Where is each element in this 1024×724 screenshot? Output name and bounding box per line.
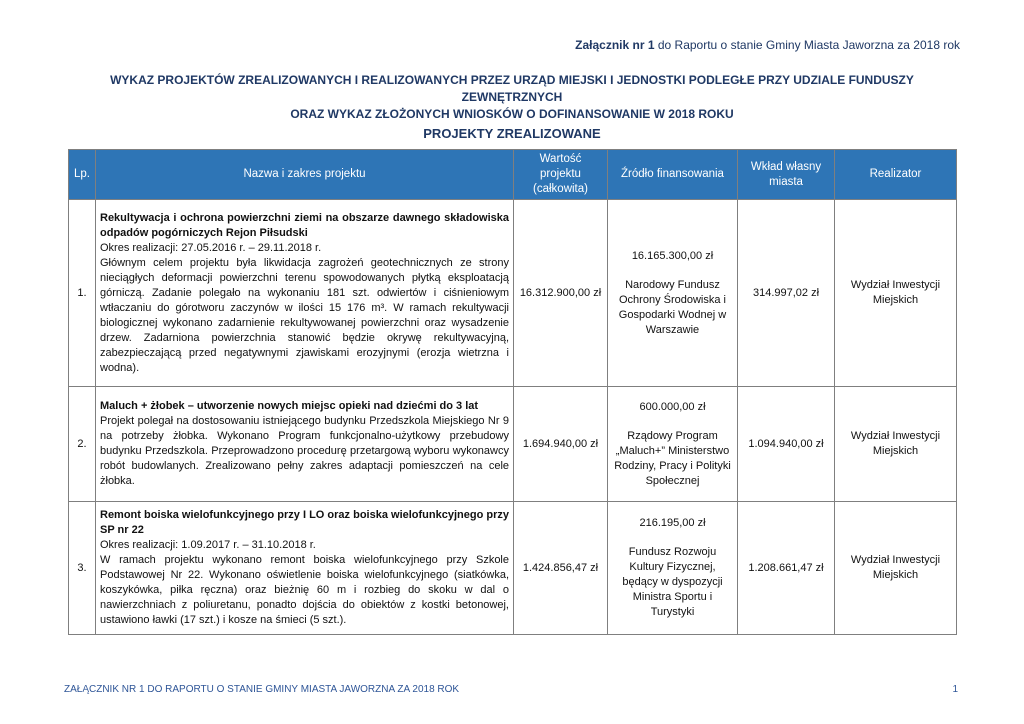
funding-source-cell: [608, 387, 738, 502]
row-lp: 1.: [69, 200, 96, 387]
header-name: Nazwa i zakres projektu: [96, 150, 514, 200]
document-title: [64, 72, 960, 123]
header-executor: Realizator: [835, 150, 957, 200]
annex-header: [575, 38, 960, 52]
annex-label: Załącznik nr 1: [575, 38, 655, 52]
annex-rest: do Raportu o stanie Gminy Miasta Jaworzna za 2018 rok: [654, 38, 960, 52]
table-row: [69, 387, 957, 502]
project-name: Rekultywacja i ochrona powierzchni ziemi na obszarze dawnego składowiska odpadów pogórniczych Rejon Piłsudski: [100, 211, 509, 239]
header-lp: Lp.: [69, 150, 96, 200]
executor: Wydział Inwestycji Miejskich: [835, 200, 957, 387]
own-contribution: 314.997,02 zł: [738, 200, 835, 387]
project-value: 1.694.940,00 zł: [514, 387, 608, 502]
funding-source-cell: [608, 502, 738, 635]
project-name: Remont boiska wielofunkcyjnego przy I LO oraz boiska wielofunkcyjnego przy SP nr 22: [100, 509, 509, 536]
project-description: W ramach projektu wykonano remont boiska wielofunkcyjnego przy Szkole Podstawowej Nr 22. Wykonano oświetlenie boiska wielofunkcyjnego (siatkówka, koszykówka, piłka ręczna) oraz bieżnię 60 m i rozbieg do skoku w dal o nawierzchniach z poliuretanu, ponadto dojścia do obiektów z kostki betonowej, ustawiono ławki (17 szt.) i kosze na śmieci (5 szt.).: [100, 554, 509, 626]
own-contribution: 1.094.940,00 zł: [738, 387, 835, 502]
table-header-row: [69, 150, 957, 200]
row-lp: 3.: [69, 502, 96, 635]
project-value: 16.312.900,00 zł: [514, 200, 608, 387]
own-contribution: 1.208.661,47 zł: [738, 502, 835, 635]
table-row: [69, 502, 957, 635]
row-description-cell: [96, 387, 514, 502]
header-value: Wartość projektu (całkowita): [514, 150, 608, 200]
footer-text: ZAŁĄCZNIK NR 1 DO RAPORTU O STANIE GMINY MIASTA JAWORZNA ZA 2018 ROK: [64, 684, 460, 695]
page-number: 1: [952, 684, 958, 695]
header-source: Źródło finansowania: [608, 150, 738, 200]
header-own: Wkład własny miasta: [738, 150, 835, 200]
project-description: Głównym celem projektu była likwidacja zagrożeń geotechnicznych ze strony nieciągłych deformacji powierzchni terenu spowodowanych płytką eksploatacją górniczą. Zadanie polegało na wykonaniu 181 szt. odwiertów i ciśnieniowym wtłaczaniu do górotworu zaczynów w ilości 15 176 m³. W ramach rekultywacji biologicznej wykonano zadarnienie rekultywowanej powierzchni oraz wysadzenie drzew. Zadarniona powierzchnia stanowić będzie okrywę rekultywacyjną, zabezpieczającą przed negatywnymi zjawiskami erozyjnymi (erozja wietrzna i wodna).: [100, 256, 509, 374]
executor: Wydział Inwestycji Miejskich: [835, 502, 957, 635]
row-lp: 2.: [69, 387, 96, 502]
project-period: Okres realizacji: 27.05.2016 r. – 29.11.2018 r.: [100, 241, 322, 254]
document-title-line-1: WYKAZ PROJEKTÓW ZREALIZOWANYCH I REALIZOWANYCH PRZEZ URZĄD MIEJSKI I JEDNOSTKI PODLEGŁE PRZY UDZIALE FUNDUSZY ZEWNĘTRZNYCH: [110, 73, 914, 104]
funding-amount: 600.000,00 zł: [639, 400, 706, 413]
row-description-cell: [96, 502, 514, 635]
row-description-cell: [96, 200, 514, 387]
project-description: Projekt polegał na dostosowaniu istniejącego budynku Przedszkola Miejskiego Nr 9 na potrzeby żłobka. Wykonano Program funkcjonalno-użytkowy przebudowy budynku Przedszkola. Przeprowadzono procedurę przetargową wyboru wykonawcy robót budowlanych. Zrealizowano pełny zakres adaptacji pomieszczeń na cele żłobka.: [100, 415, 509, 487]
projects-table: [68, 149, 957, 635]
funding-source-name: Fundusz Rozwoju Kultury Fizycznej, będący w dyspozycji Ministra Sportu i Turystyki: [622, 546, 723, 618]
document-title-line-2: ORAZ WYKAZ ZŁOŻONYCH WNIOSKÓW O DOFINANSOWANIE W 2018 ROKU: [290, 107, 734, 121]
funding-amount: 16.165.300,00 zł: [631, 249, 714, 262]
table-row: [69, 200, 957, 387]
funding-source-name: Rządowy Program „Maluch+” Ministerstwo Rodziny, Pracy i Polityki Społecznej: [614, 429, 731, 487]
funding-amount: 216.195,00 zł: [639, 517, 706, 529]
funding-source-name: Narodowy Fundusz Ochrony Środowiska i Gospodarki Wodnej w Warszawie: [618, 278, 727, 336]
section-title: PROJEKTY ZREALIZOWANE: [423, 126, 601, 141]
project-name: Maluch + żłobek – utworzenie nowych miejsc opieki nad dziećmi do 3 lat: [100, 400, 479, 412]
executor: Wydział Inwestycji Miejskich: [835, 387, 957, 502]
funding-source-cell: [608, 200, 738, 387]
project-value: 1.424.856,47 zł: [514, 502, 608, 635]
project-period: Okres realizacji: 1.09.2017 r. – 31.10.2018 r.: [100, 539, 316, 551]
